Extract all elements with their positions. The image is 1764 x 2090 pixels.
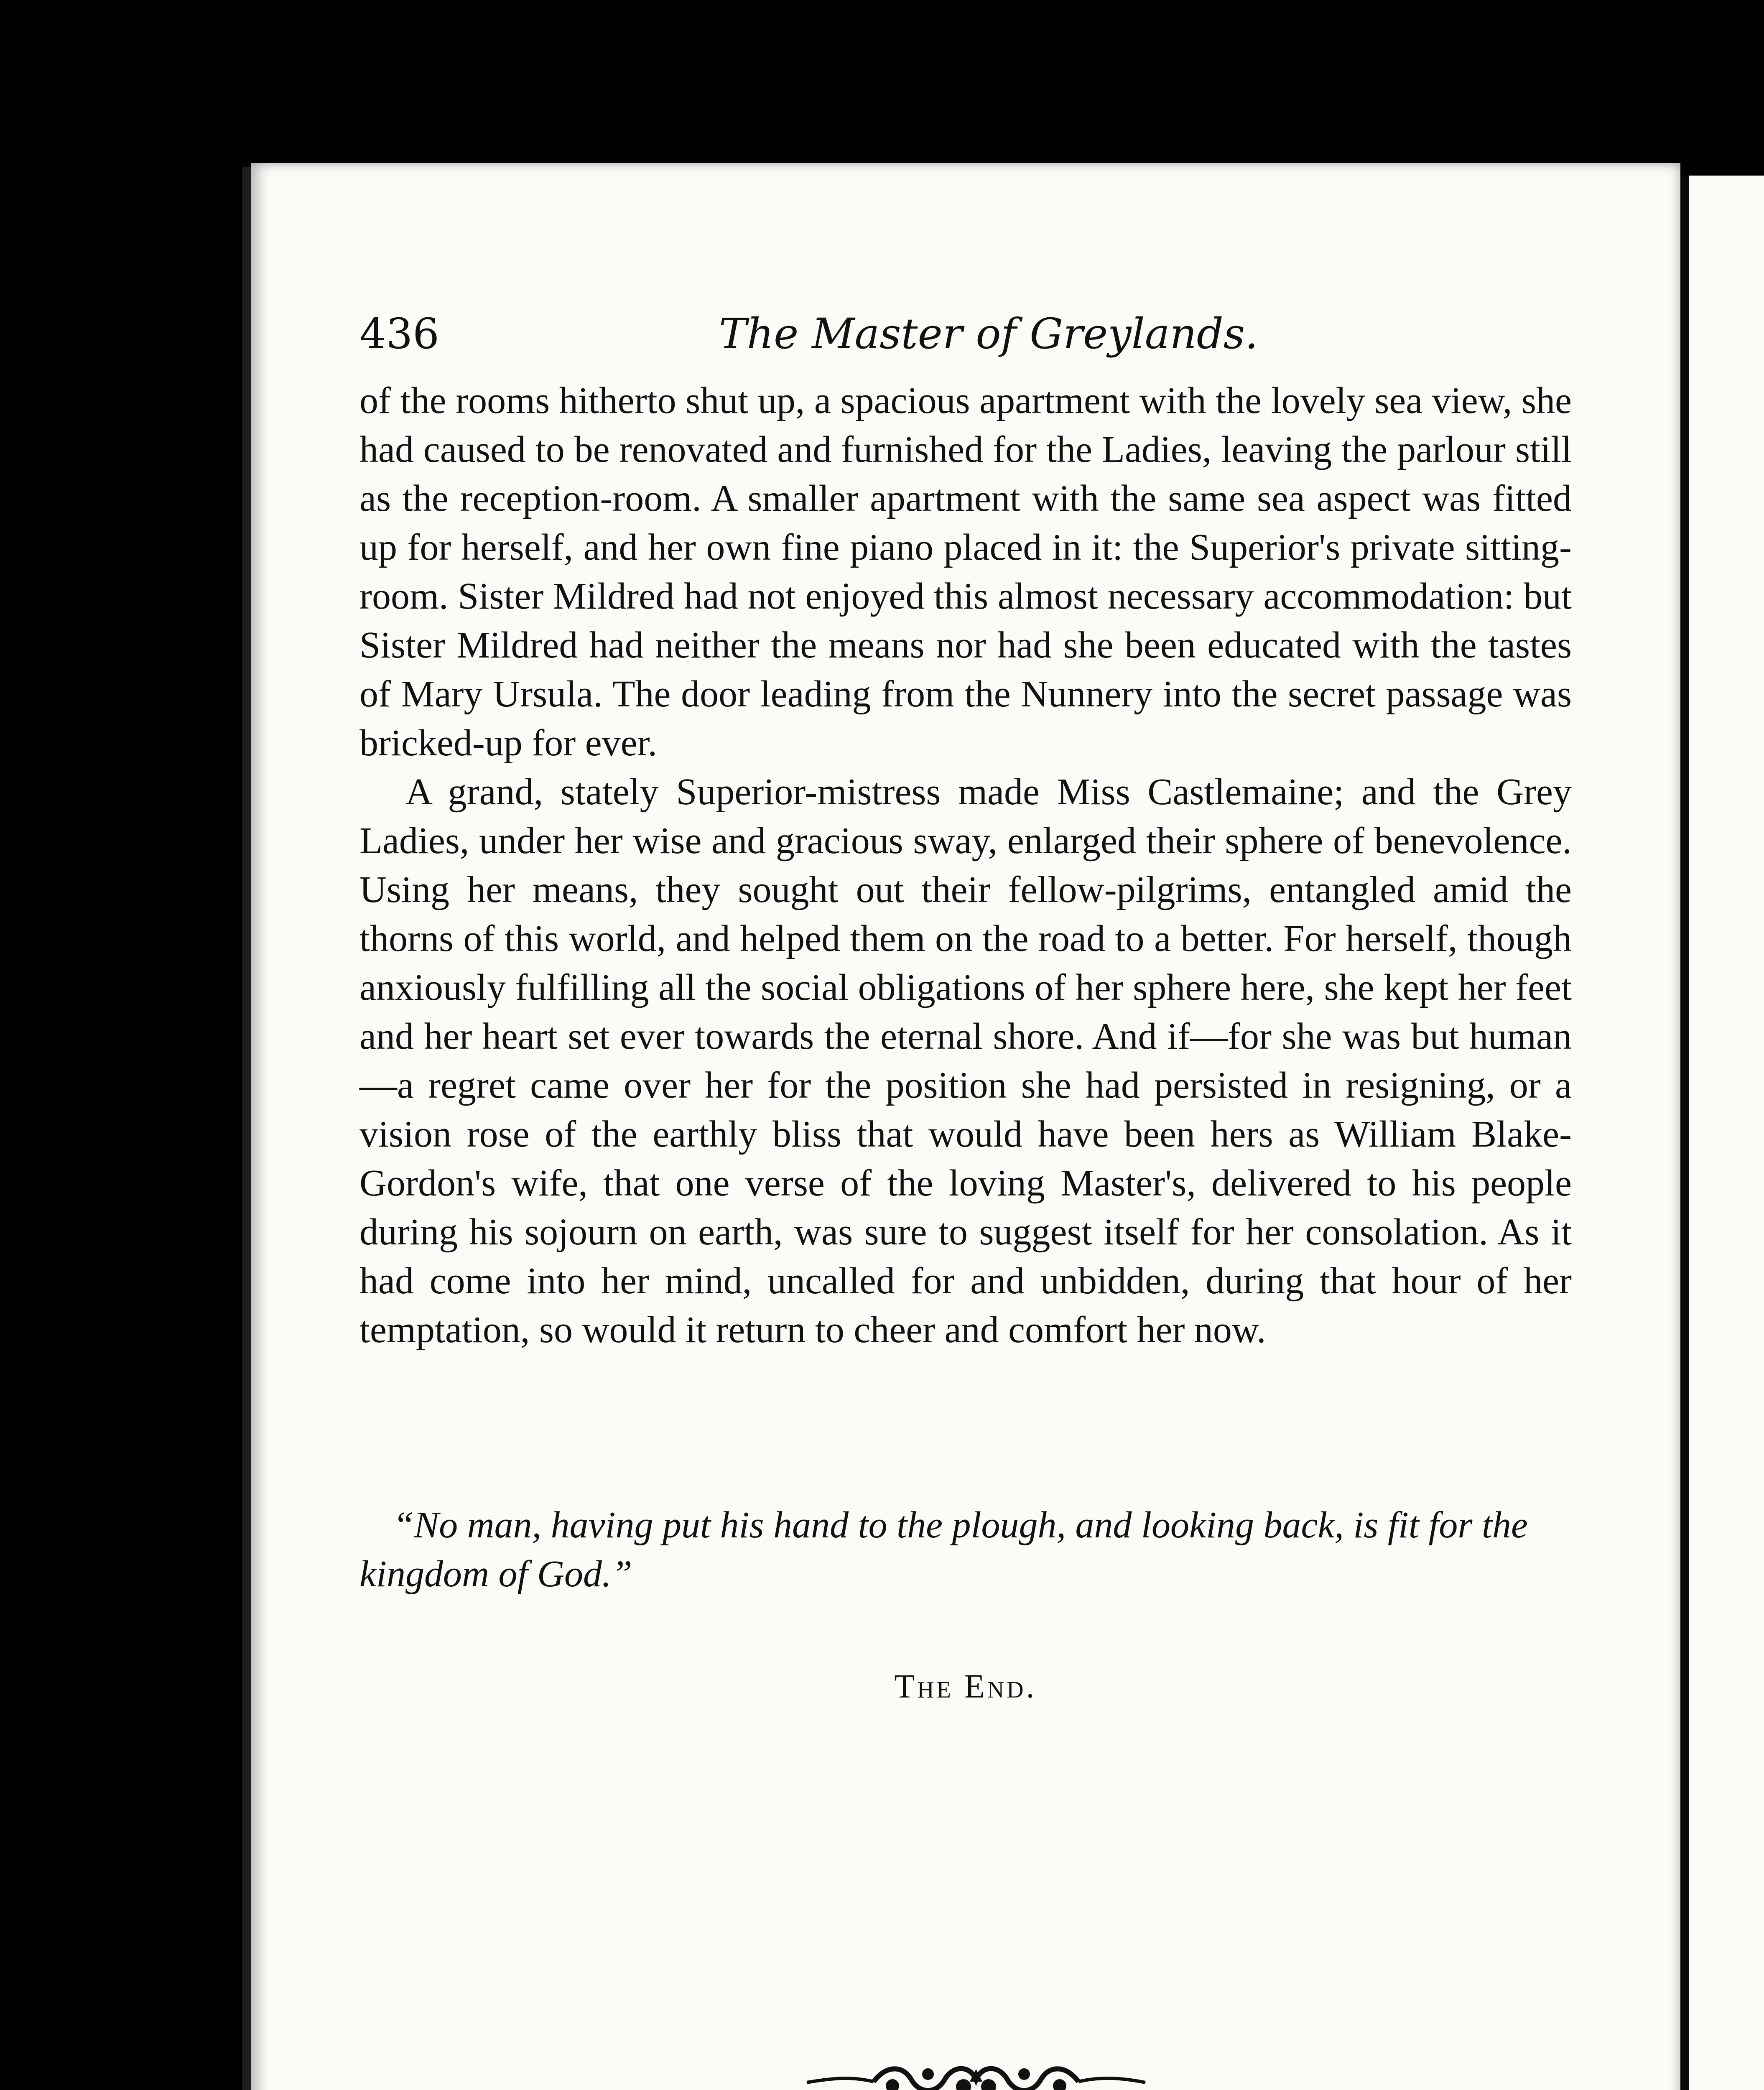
page-number: 436 bbox=[359, 309, 439, 358]
page-header bbox=[359, 301, 1572, 368]
floral-ornament-icon bbox=[803, 2057, 1150, 2090]
running-title: The Master of Greylands. bbox=[719, 309, 1258, 358]
next-page-edge bbox=[1689, 176, 1764, 2090]
closing-quote: “No man, having put his hand to the plough, and looking back, is fit for the kingdom of God.” bbox=[359, 1504, 1528, 1595]
paragraph-1: of the rooms hitherto shut up, a spacious apartment with the lovely sea view, she had caused to be renovated and furnished for the Ladies, leaving the parlour still as the reception-room. A smaller apartment with the same sea aspect was fitted up for herself, and her own fine piano placed in it: the Superior's private sitting-room. Sister Mildred had not enjoyed this almost necessary accommodation: but Sister Mildred had neither the means nor had she been educated with the tastes of Mary Ursula. The door leading from the Nunnery into the secret passage was bricked-up for ever. bbox=[359, 380, 1572, 764]
the-end-label: The End. bbox=[894, 1668, 1037, 1705]
body-text bbox=[359, 376, 1572, 1354]
paragraph-2: A grand, stately Superior-mistress made Miss Castlemaine; and the Grey Ladies, under her wise and gracious sway, enlarged their sphere of benevolence. Using her means, they sought out their fellow-pilgrims, entangled amid the thorns of this world, and helped them on the road to a better. For herself, though anxiously fulfilling all the social obligations of her sphere here, she kept her feet and her heart set ever towards the eternal shore. And if—for she was but human—a regret came over her for the position she had persisted in resigning, or a vision rose of the earthly bliss that would have been hers as William Blake-Gordon's wife, that one verse of the loving Master's, delivered to his people during his sojourn on earth, was sure to suggest itself for her consolation. As it had come into her mind, uncalled for and unbidden, during that hour of her temptation, so would it return to cheer and comfort her now. bbox=[359, 771, 1572, 1351]
